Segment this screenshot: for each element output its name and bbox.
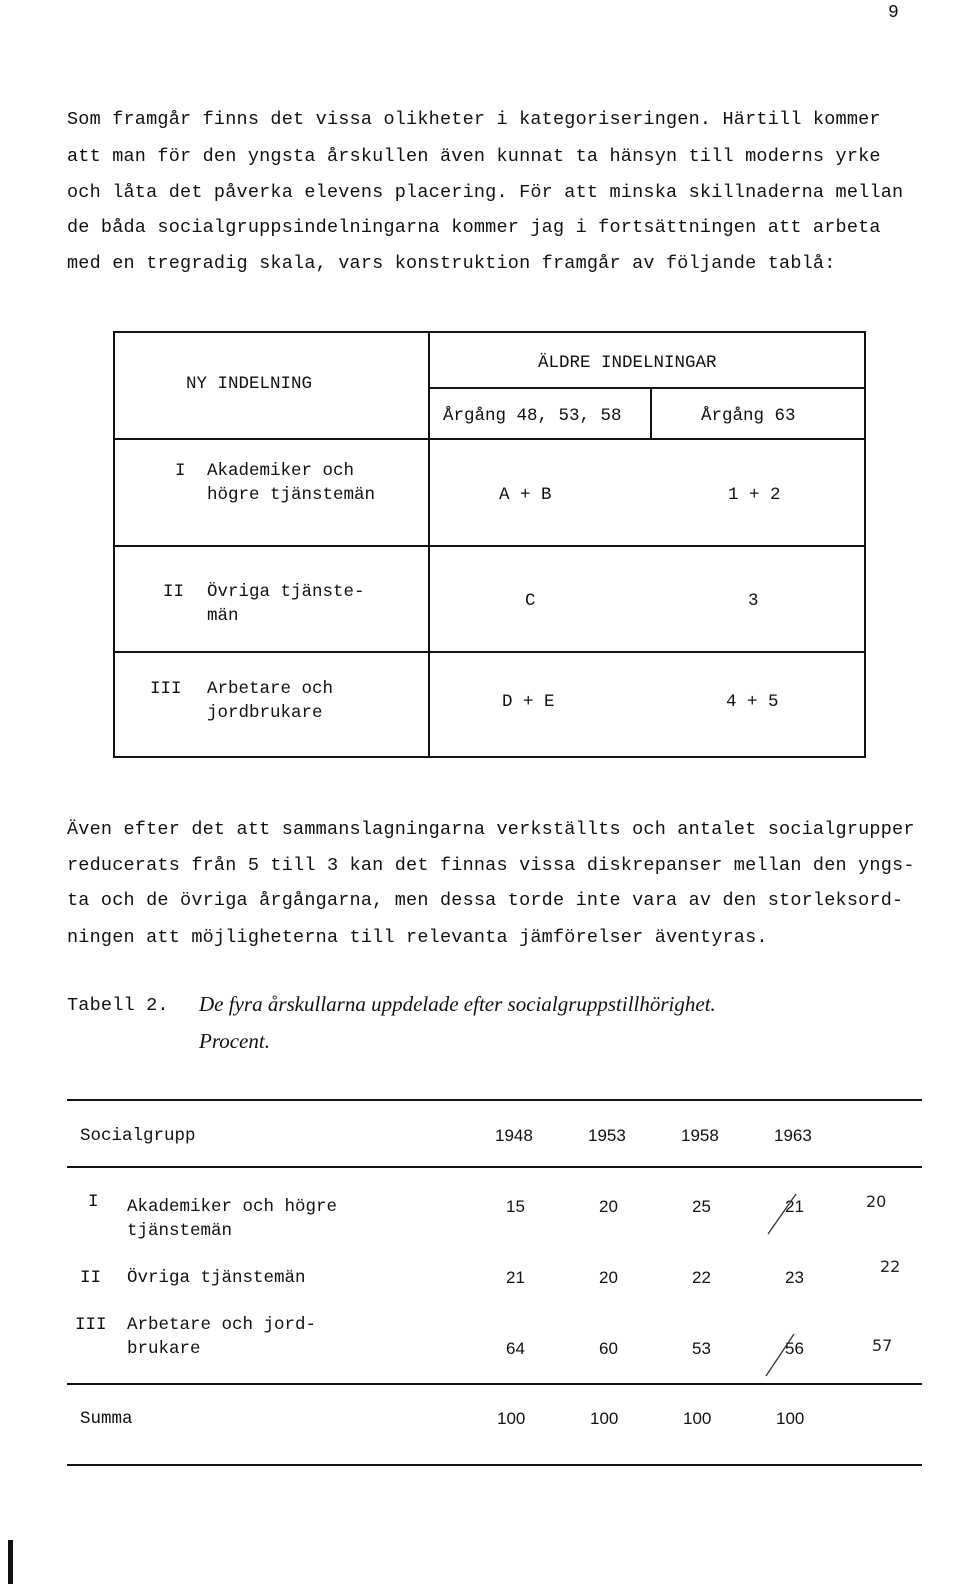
total-value: 100 (683, 1409, 712, 1428)
total-label: Summa (80, 1409, 133, 1429)
table2-rule-total (67, 1383, 922, 1385)
row-numeral: II (80, 1268, 102, 1288)
strike-mark-icon (758, 1330, 798, 1382)
page-number: 9 (888, 3, 899, 23)
handwritten-note: 20 (866, 1192, 887, 1211)
row-value-old: D + E (502, 692, 555, 712)
header-year: 1953 (588, 1126, 626, 1145)
body-line: reducerats från 5 till 3 kan det finnas vissa diskrepanser mellan den yngs- (67, 855, 915, 876)
row-label: jordbrukare (207, 703, 323, 723)
cell-value: 21 (785, 1197, 804, 1216)
table-rule-header (113, 438, 865, 440)
row-label: Arbetare och (207, 679, 334, 699)
table2-rule-top (67, 1099, 922, 1101)
row-label: Övriga tjänstemän (127, 1268, 306, 1288)
row-value-old: A + B (499, 485, 552, 505)
scan-edge-mark (8, 1540, 13, 1584)
cell-value: 15 (506, 1197, 525, 1216)
cell-value: 25 (692, 1197, 711, 1216)
row-value-new: 1 + 2 (728, 485, 781, 505)
row-value-old: C (525, 591, 536, 611)
row-numeral: I (88, 1192, 99, 1212)
header-year: 1963 (774, 1126, 812, 1145)
table-rule-row1 (113, 545, 865, 547)
intro-line: Som framgår finns det vissa olikheter i kategoriseringen. Härtill kommer (67, 109, 881, 130)
table-caption-label: Tabell 2. (67, 995, 169, 1016)
row-value-new: 3 (748, 591, 759, 611)
table2-rule-bottom (67, 1464, 922, 1466)
handwritten-note: 57 (872, 1336, 893, 1355)
cell-value: 23 (785, 1268, 804, 1287)
table-border-top (113, 331, 865, 333)
table2-rule-header (67, 1166, 922, 1168)
header-year-group-2: Årgång 63 (701, 406, 796, 426)
cell-value: 53 (692, 1339, 711, 1358)
total-value: 100 (497, 1409, 526, 1428)
strike-mark-icon (760, 1190, 800, 1240)
header-year: 1958 (681, 1126, 719, 1145)
table-divider-subheader (650, 387, 652, 439)
table-border-bottom (113, 756, 865, 758)
row-label: högre tjänstemän (207, 485, 376, 505)
table-rule-subheader (428, 387, 865, 389)
cell-value: 20 (599, 1268, 618, 1287)
cell-value: 20 (599, 1197, 618, 1216)
table-rule-row2 (113, 651, 865, 653)
cell-value: 64 (506, 1339, 525, 1358)
header-old-divisions: ÄLDRE INDELNINGAR (538, 353, 717, 373)
cell-value: 56 (785, 1339, 804, 1358)
header-new-division: NY INDELNING (186, 374, 313, 394)
row-numeral: I (175, 461, 186, 481)
body-line: Även efter det att sammanslagningarna verkställts och antalet socialgrupper (67, 819, 915, 840)
row-label: Akademiker och högre (127, 1197, 338, 1217)
handwritten-note: 22 (880, 1257, 901, 1276)
intro-line: och låta det påverka elevens placering. För att minska skillnaderna mellan (67, 182, 904, 203)
row-numeral: II (163, 582, 185, 602)
header-year: 1948 (495, 1126, 533, 1145)
total-value: 100 (590, 1409, 619, 1428)
intro-line: med en tregradig skala, vars konstruktion framgår av följande tablå: (67, 253, 836, 274)
row-numeral: III (150, 679, 182, 699)
row-label: brukare (127, 1339, 201, 1359)
body-line: ningen att möjligheterna till relevanta jämförelser äventyras. (67, 927, 768, 948)
row-label: tjänstemän (127, 1221, 233, 1241)
row-label: Arbetare och jord- (127, 1315, 317, 1335)
intro-line: de båda socialgruppsindelningarna kommer jag i fortsättningen att arbeta (67, 217, 881, 238)
cell-value: 21 (506, 1268, 525, 1287)
body-line: ta och de övriga årgångarna, men dessa torde inte vara av den storleksord- (67, 890, 904, 911)
header-year-group-1: Årgång 48, 53, 58 (443, 406, 622, 426)
cell-value: 22 (692, 1268, 711, 1287)
intro-line: att man för den yngsta årskullen även kunnat ta hänsyn till moderns yrke (67, 146, 881, 167)
row-label: män (207, 606, 239, 626)
header-socialgroup: Socialgrupp (80, 1126, 196, 1146)
cell-value: 60 (599, 1339, 618, 1358)
table-caption-subtitle: Procent. (199, 1029, 270, 1053)
row-label: Övriga tjänste- (207, 582, 365, 602)
table-caption-title: De fyra årskullarna uppdelade efter socialgruppstillhörighet. (199, 992, 716, 1016)
row-label: Akademiker och (207, 461, 355, 481)
row-numeral: III (75, 1315, 107, 1335)
row-value-new: 4 + 5 (726, 692, 779, 712)
total-value: 100 (776, 1409, 805, 1428)
